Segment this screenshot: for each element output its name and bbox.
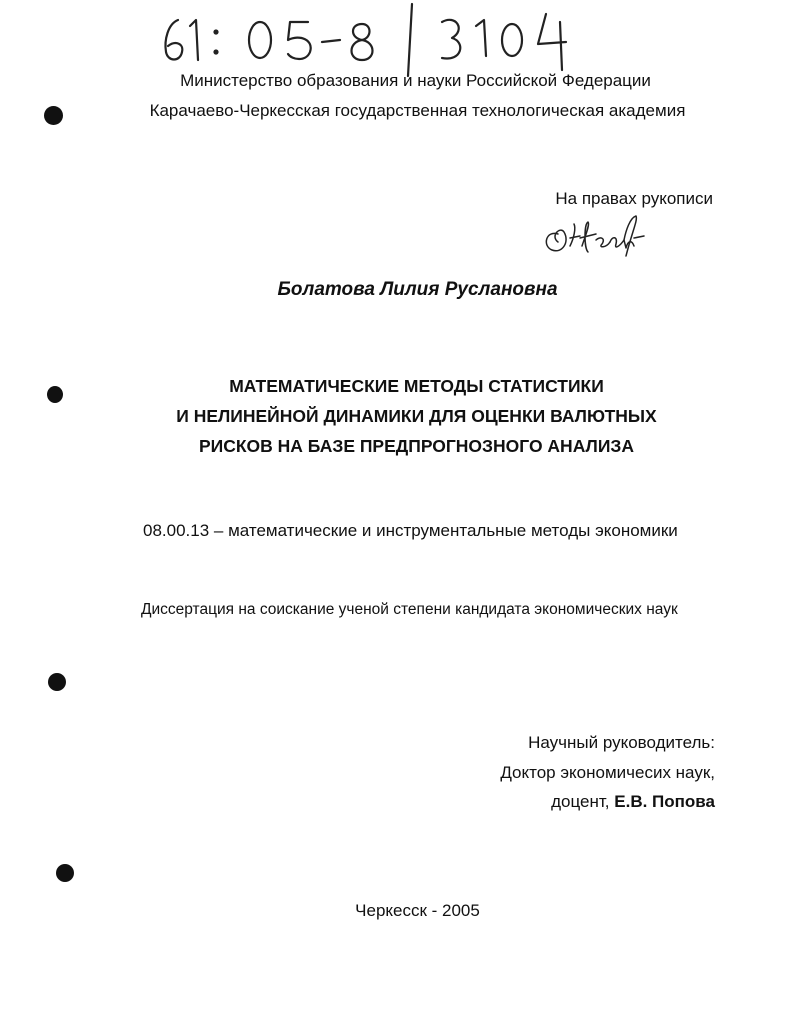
- city-year: Черкесск - 2005: [355, 901, 480, 920]
- signature: [540, 212, 650, 262]
- author-name: Болатова Лилия Руслановна: [277, 279, 558, 300]
- supervisor-label: Научный руководитель:: [528, 733, 715, 752]
- title-line: И НЕЛИНЕЙНОЙ ДИНАМИКИ ДЛЯ ОЦЕНКИ ВАЛЮТНЫХ: [176, 406, 657, 426]
- handwritten-catalogue-number: [150, 0, 590, 80]
- punch-hole-mark: [47, 386, 63, 403]
- title-line: МАТЕМАТИЧЕСКИЕ МЕТОДЫ СТАТИСТИКИ: [229, 376, 604, 396]
- supervisor-rank: доцент,: [551, 792, 610, 811]
- dissertation-degree: Диссертация на соискание ученой степени кандидата экономических наук: [141, 601, 678, 618]
- punch-hole-mark: [48, 673, 66, 691]
- rights-label: На правах рукописи: [555, 189, 713, 208]
- supervisor-block: [500, 728, 715, 817]
- specialty-code: 08.00.13 – математические и инструментальные методы экономики: [143, 521, 678, 540]
- ministry-name: Министерство образования и науки Российской Федерации: [180, 71, 651, 90]
- title-line: РИСКОВ НА БАЗЕ ПРЕДПРОГНОЗНОГО АНАЛИЗА: [198, 436, 635, 456]
- academy-name: Карачаево-Черкесская государственная технологическая академия: [149, 101, 686, 120]
- punch-hole-mark: [44, 106, 63, 125]
- punch-hole-mark: [56, 864, 74, 882]
- dissertation-title: [21, 371, 791, 461]
- supervisor-degree: Доктор экономичесих наук,: [500, 762, 715, 782]
- supervisor-rank-line: [500, 787, 715, 817]
- supervisor-name: Е.В. Попова: [614, 792, 715, 811]
